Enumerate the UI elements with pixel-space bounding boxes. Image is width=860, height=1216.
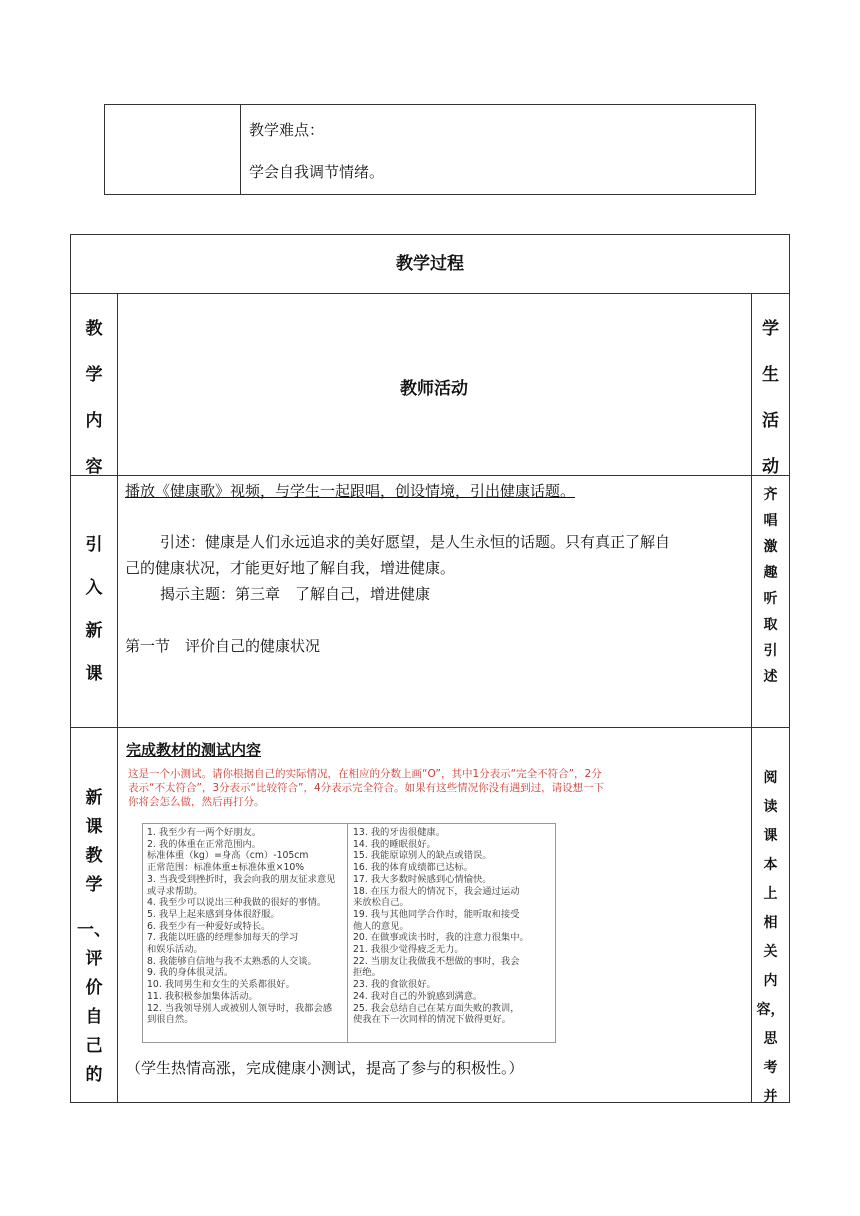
test-item: 8. 我能够自信地与我不太熟悉的人交谈。 [147,955,317,967]
test-item: 16. 我的体育成绩都已达标。 [353,862,474,874]
test-item: 到很自然。 [147,1014,194,1026]
content-header-cell [71,294,118,475]
new-lesson-teacher-cell [117,728,752,1102]
intro-teacher-cell [117,476,752,727]
header-row [71,294,789,476]
new-lesson-label: 新 课 教 学 [85,788,103,895]
test-item: 3. 当我受到挫折时，我会向我的朋友征求意见 [147,873,336,885]
difficulty-text: 学会自我调节情绪。 [249,163,385,181]
teacher-header-cell [117,294,752,475]
test-item: 4. 我至少可以说出三种我做的很好的事情。 [147,897,327,909]
intro-label: 引 入 新 课 [85,535,103,684]
test-item: 24. 我对自己的外貌感到满意。 [353,990,483,1002]
test-item: 标准体重（kg）=身高（cm）-105cm [147,850,309,862]
test-item: 他人的意见。 [353,920,409,932]
test-item: 使我在下一次同样的情况下做得更好。 [353,1014,512,1026]
test-item: 2. 我的体重在正常范围内。 [147,838,262,850]
intro-row [71,476,789,728]
process-table [70,234,790,1103]
intro-label-cell [71,476,118,727]
test-item: 20. 在做事或读书时，我的注意力很集中。 [353,932,529,944]
test-item: 9. 我的身体很灵活。 [147,967,234,979]
test-item: 18. 在压力很大的情况下，我会通过运动 [353,885,520,897]
blank-cell [105,105,241,195]
test-item: 25. 我会总结自己在某方面失败的教训， [353,1002,520,1014]
intro-student-cell [752,476,789,727]
test-items-right [349,824,554,1042]
process-title-row [71,235,789,294]
new-lesson-student-cell [752,728,789,1105]
test-item: 10. 我同男生和女生的关系都很好。 [147,979,295,991]
test-item: 来放松自己。 [353,897,409,909]
test-item: 和娱乐活动。 [147,944,203,956]
test-item: 1. 我至少有一两个好朋友。 [147,827,262,838]
test-item: 19. 我与其他同学合作时，能听取和接受 [353,908,520,920]
test-item: 17. 我大多数时候感到心情愉快。 [353,873,492,885]
intro-line-theme: 揭示主题：第三章 了解自己，增进健康 [160,585,431,603]
test-item: 拒绝。 [353,967,381,979]
test-item: 或寻求帮助。 [147,885,203,897]
new-lesson-student-activity: 阅 读 课 本 上 相 关 内 容， 思 考 并 [756,770,785,1105]
new-lesson-label-cell [71,728,118,1102]
teacher-activity-header: 教师活动 [400,379,468,399]
difficulty-label: 教学难点： [249,121,325,139]
evaluate-label: 一、 评 价 自 己 的 [77,920,111,1085]
test-item: 23. 我的食欲很好。 [353,979,436,991]
test-note: （学生热情高涨，完成健康小测试，提高了参与的积极性。） [126,1059,524,1077]
test-item: 6. 我至少有一种爱好或特长。 [147,920,271,932]
intro-line-section: 第一节 评价自己的健康状况 [125,637,321,655]
student-header: 学 生 活 动 [762,319,779,477]
test-item: 22. 当朋友让我做我不想做的事时，我会 [353,955,520,967]
test-item: 14. 我的睡眠很好。 [353,838,436,850]
test-item: 15. 我能原谅别人的缺点或错误。 [353,850,492,862]
intro-student-activity: 齐 唱 激 趣 听 取 引 述 [763,487,778,685]
test-title: 完成教材的测试内容 [126,741,262,759]
test-item: 正常范围：标准体重±标准体重×10% [147,862,305,874]
intro-line-quote-cont: 己的健康状况，才能更好地了解自我，增进健康。 [125,559,456,577]
test-items-box [142,823,556,1043]
difficulty-table [104,104,756,195]
student-header-cell [752,294,789,475]
content-header: 教 学 内 容 [85,319,103,477]
test-item: 7. 我能以旺盛的经理参加每天的学习 [147,932,299,944]
difficulty-cell [241,105,756,195]
intro-line-video: 播放《健康歌》视频，与学生一起跟唱，创设情境，引出健康话题。 [125,482,576,500]
test-items-left [143,824,348,1042]
test-instructions: 这是一个小测试。请你根据自己的实际情况，在相应的分数上画“O”，其中1分表示“完全不符合”，2分表示“不太符合”，3分表示“比较符合”，4分表示完全符合。如果有这些情况你没有遇到过，请设想一下你将会怎么做，然后再打分。 [128,768,605,808]
test-item: 5. 我早上起来感到身体很舒服。 [147,908,280,920]
test-item: 21. 我很少觉得疲乏无力。 [353,944,464,956]
process-title: 教学过程 [396,254,464,274]
test-item: 11. 我积极参加集体活动。 [147,990,258,1002]
new-lesson-row [71,728,789,1105]
intro-line-quote: 引述：健康是人们永远追求的美好愿望，是人生永恒的话题。只有真正了解自 [160,533,671,551]
test-item: 12. 当我领导别人或被别人领导时，我都会感 [147,1002,333,1014]
test-item: 13. 我的牙齿很健康。 [353,827,446,838]
